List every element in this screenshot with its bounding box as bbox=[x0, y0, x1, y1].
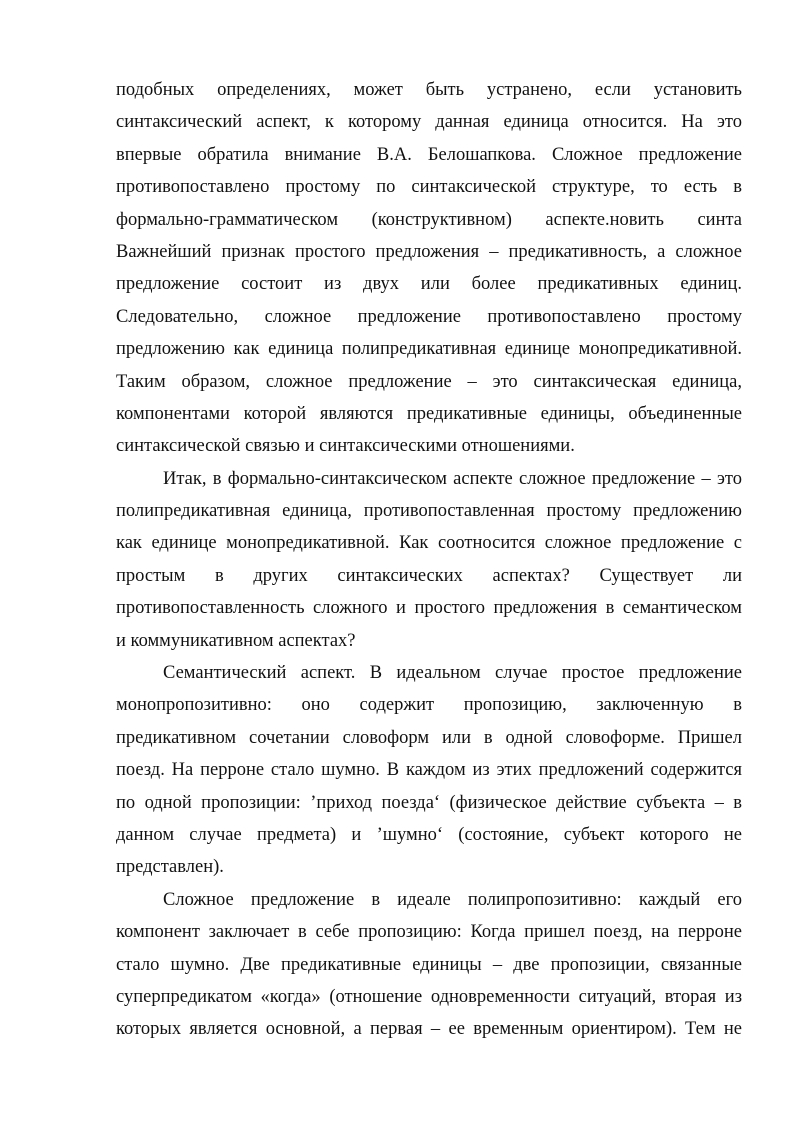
text-line: предложению как единица полипредикативная единице монопредикативной. bbox=[116, 339, 742, 360]
text-line: синтаксический аспект, к которому данная единица относится. На это bbox=[116, 112, 742, 133]
text-line: представлен). bbox=[116, 857, 224, 878]
text-line: синтаксической связью и синтаксическими отношениями. bbox=[116, 436, 575, 457]
text-line: поезд. На перроне стало шумно. В каждом из этих предложений содержится bbox=[116, 760, 742, 781]
text-line: впервые обратила внимание В.А. Белошапкова. Сложное предложение bbox=[116, 144, 742, 165]
text-line: и коммуникативном аспектах? bbox=[116, 630, 356, 651]
text-line: монопропозитивно: оно содержит пропозицию, заключенную в bbox=[116, 695, 742, 716]
text-line: предикативном сочетании словоформ или в одной словоформе. Пришел bbox=[116, 727, 742, 748]
text-line: простым в других синтаксических аспектах? Существует ли bbox=[116, 565, 742, 586]
text-line: предложение состоит из двух или более предикативных единиц. bbox=[116, 274, 742, 295]
text-line: которых является основной, а первая – ее временным ориентиром). Тем не bbox=[116, 1019, 742, 1040]
text-line: суперпредикатом «когда» (отношение одновременности ситуаций, вторая из bbox=[116, 986, 742, 1007]
text-line: Важнейший признак простого предложения – предикативность, а сложное bbox=[116, 241, 742, 262]
text-line: противопоставлено простому по синтаксической структуре, то есть в bbox=[116, 177, 742, 198]
text-line: противопоставленность сложного и простого предложения в семантическом bbox=[116, 598, 742, 619]
text-line: стало шумно. Две предикативные единицы – две пропозиции, связанные bbox=[116, 954, 742, 975]
text-line: компонент заключает в себе пропозицию: Когда пришел поезд, на перроне bbox=[116, 922, 742, 943]
body-text bbox=[116, 74, 742, 1046]
text-line: Таким образом, сложное предложение – это синтаксическая единица, bbox=[116, 371, 742, 392]
text-line: Следовательно, сложное предложение противопоставлено простому bbox=[116, 306, 742, 327]
text-line: формально-грамматическом (конструктивном) аспекте.новить синта bbox=[116, 209, 742, 230]
text-line: компонентами которой являются предикативные единицы, объединенные bbox=[116, 403, 742, 424]
text-line: данном случае предмета) и ’шумно‘ (состояние, субъект которого не bbox=[116, 824, 742, 845]
text-line: Итак, в формально-синтаксическом аспекте сложное предложение – это bbox=[163, 468, 742, 489]
text-line: подобных определениях, может быть устранено, если установить bbox=[116, 80, 742, 100]
text-line: полипредикативная единица, противопоставленная простому предложению bbox=[116, 501, 742, 522]
text-line: как единице монопредикативной. Как соотносится сложное предложение с bbox=[116, 533, 742, 554]
text-line: Сложное предложение в идеале полипропозитивно: каждый его bbox=[163, 889, 742, 910]
text-line: по одной пропозиции: ’приход поезда‘ (физическое действие субъекта – в bbox=[116, 792, 742, 813]
text-line: Семантический аспект. В идеальном случае простое предложение bbox=[163, 663, 742, 684]
